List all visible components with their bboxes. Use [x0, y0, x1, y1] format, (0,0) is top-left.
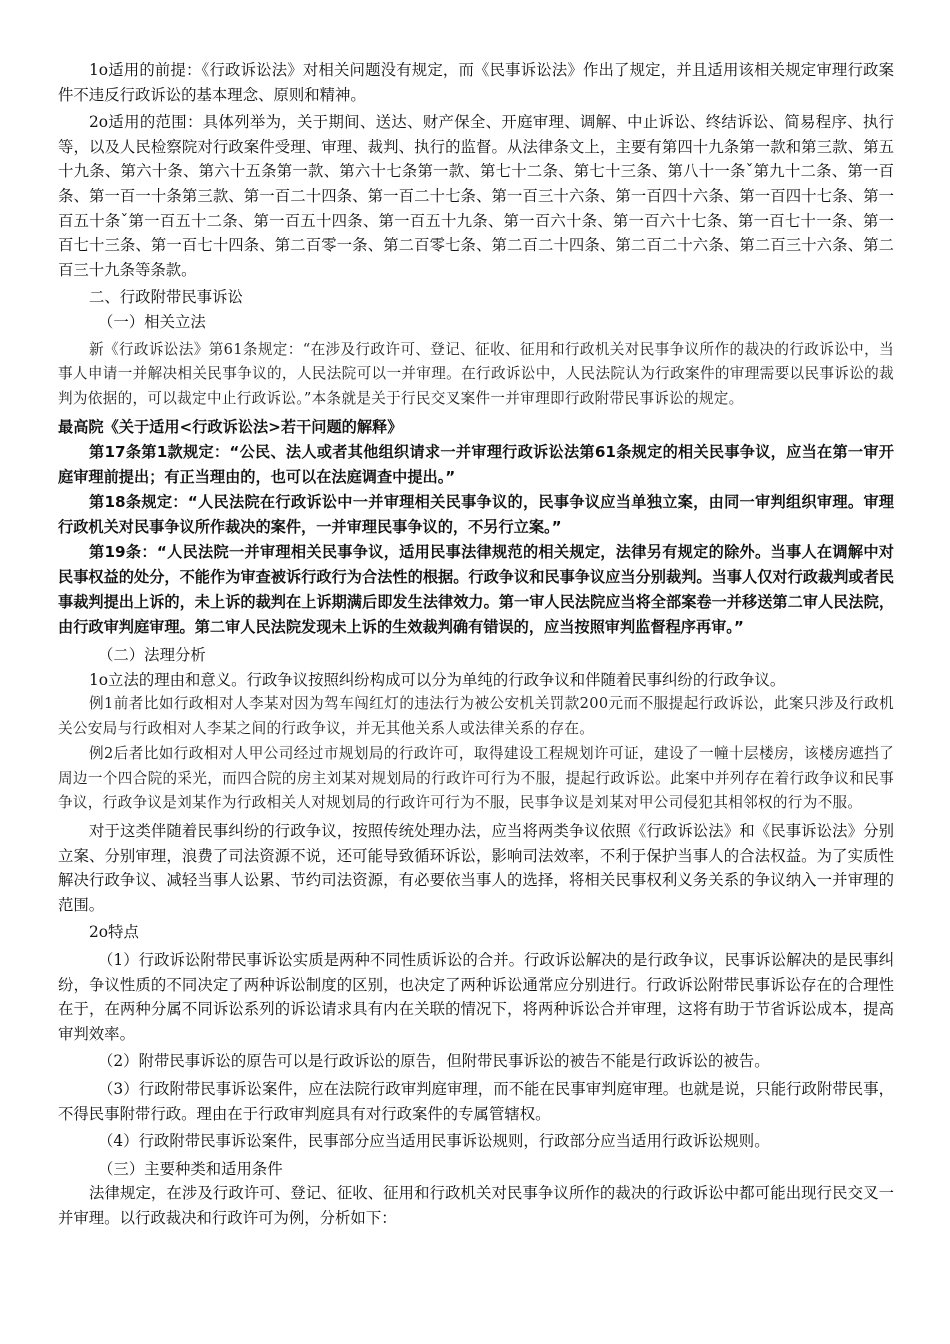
- section-heading-2: 二、行政附带民事诉讼: [89, 288, 243, 307]
- list-item-feature-2: （2）附带民事诉讼的原告可以是行政诉讼的原告，但附带民事诉讼的被告不能是行政诉讼的被告。: [98, 1052, 770, 1071]
- paragraph-example-1: 例1前者比如行政相对人李某对因为驾车闯红灯的违法行为被公安机关罚款200元而不服提起行政诉讼，此案只涉及行政机关公安局与行政相对人李某之间的行政争议，并无其他关系人或法律关系的存在。: [58, 695, 894, 737]
- subsection-heading-2: （二）法理分析: [98, 645, 206, 664]
- paragraph-traditional-handling: 对于这类伴随着民事纠纷的行政争议，按照传统处理办法，应当将两类争议依照《行政诉讼法》和《民事诉讼法》分别立案、分别审理，浪费了司法资源不说，还可能导致循环诉讼，影响司法效率，不利于保护当事人的合法权益。为了实质性解决行政争议、减轻当事人讼累、节约司法资源，有必要依当事人的选择，将相关民事权利义务关系的争议纳入一并审理的范围。: [58, 822, 894, 914]
- paragraph-article-61: 新《行政诉讼法》第61条规定：“在涉及行政许可、登记、征收、征用和行政机关对民事争议所作的裁决的行政诉讼中，当事人申请一并解决相关民事争议的，人民法院可以一并审理。在行政诉讼中，人民法院认为行政案件的审理需要以民事诉讼的裁判为依据的，可以裁定中止行政诉讼。”本条就是关于行民交叉案件一并审理即行政附带民事诉讼的规定。: [58, 340, 894, 408]
- heading-features: 2o特点: [89, 923, 139, 942]
- list-item-feature-1: （1）行政诉讼附带民事诉讼实质是两种不同性质诉讼的合并。行政诉讼解决的是行政争议，民事诉讼解决的是民事纠纷，争议性质的不同决定了两种诉讼制度的区别，也决定了两种诉讼通常应分别进行。行政诉讼附带民事诉讼存在的合理性在于，在两种分属不同诉讼系列的诉讼请求具有内在关联的情况下，将两种诉讼合并审理，这将有助于节省诉讼成本，提高审判效率。: [58, 951, 894, 1043]
- paragraph-article-17: 第17条第1款规定：“公民、法人或者其他组织请求一并审理行政诉讼法第61条规定的相关民事争议，应当在第一审开庭审理前提出；有正当理由的，也可以在法庭调查中提出。”: [58, 442, 894, 486]
- paragraph-article-19: 第19条：“人民法院一并审理相关民事争议，适用民事法律规范的相关规定，法律另有规定的除外。当事人在调解中对民事权益的处分，不能作为审查被诉行政行为合法性的根据。行政争议和民事争议应当分别裁判。当事人仅对行政裁判或者民事裁判提出上诉的，未上诉的裁判在上诉期满后即发生法律效力。第一审人民法院应当将全部案卷一并移送第二审人民法院，由行政审判庭审理。第二审人民法院发现未上诉的生效裁判确有错误的，应当按照审判监督程序再审。”: [58, 542, 894, 636]
- paragraph-article-18: 第18条规定：“人民法院在行政诉讼中一并审理相关民事争议的，民事争议应当单独立案，由同一审判组织审理。审理行政机关对民事争议所作裁决的案件，一并审理民事争议的，不另行立案。”: [58, 492, 894, 536]
- paragraph-applicable-scope: 2o适用的范围：具体列举为，关于期间、送达、财产保全、开庭审理、调解、中止诉讼、终结诉讼、简易程序、执行等，以及人民检察院对行政案件受理、审理、裁判、执行的监督。从法律条文上，主要有第四十九条第一款和第三款、第五十九条、第六十条、第六十五条第一款、第六十七条第一款、第七十二条、第七十三条、第八十一条ˇ第九十二条、第一百条、第一百一十条第三款、第一百二十四条、第一百二十七条、第一百三十六条、第一百四十六条、第一百四十七条、第一百五十条ˇ第一百五十二条、第一百五十四条、第一百五十九条、第一百六十条、第一百六十七条、第一百七十一条、第一百七十三条、第一百七十四条、第二百零一条、第二百零七条、第二百二十四条、第二百二十六条、第二百三十六条、第二百三十九条等条款。: [58, 113, 894, 279]
- interpretation-title: 最高院《关于适用<行政诉讼法>若干问题的解释》: [58, 417, 403, 436]
- paragraph-legislative-reason: 1o立法的理由和意义。行政争议按照纠纷构成可以分为单纯的行政争议和伴随着民事纠纷的行政争议。: [89, 670, 786, 689]
- subsection-heading-1: （一）相关立法: [98, 312, 206, 331]
- paragraph-example-2: 例2后者比如行政相对人甲公司经过市规划局的行政许可，取得建设工程规划许可证，建设了一幢十层楼房，该楼房遮挡了周边一个四合院的采光，而四合院的房主刘某对规划局的行政许可行为不服，提起行政诉讼。此案中并列存在着行政争议和民事争议，行政争议是刘某作为行政相关人对规划局的行政许可行为不服，民事争议是刘某对甲公司侵犯其相邻权的行为不服。: [58, 744, 894, 812]
- list-item-feature-4: （4）行政附带民事诉讼案件，民事部分应当适用民事诉讼规则，行政部分应当适用行政诉讼规则。: [98, 1132, 770, 1151]
- paragraph-applicable-premise: 1o适用的前提：《行政诉讼法》对相关问题没有规定，而《民事诉讼法》作出了规定，并且适用该相关规定审理行政案件不违反行政诉讼的基本理念、原则和精神。: [58, 61, 894, 104]
- paragraph-types-intro: 法律规定，在涉及行政许可、登记、征收、征用和行政机关对民事争议所作的裁决的行政诉讼中都可能出现行民交叉一并审理。以行政裁决和行政许可为例，分析如下：: [58, 1184, 894, 1227]
- list-item-feature-3: （3）行政附带民事诉讼案件，应在法院行政审判庭审理，而不能在民事审判庭审理。也就是说，只能行政附带民事，不得民事附带行政。理由在于行政审判庭具有对行政案件的专属管辖权。: [58, 1080, 894, 1123]
- subsection-heading-3: （三）主要种类和适用条件: [98, 1159, 283, 1178]
